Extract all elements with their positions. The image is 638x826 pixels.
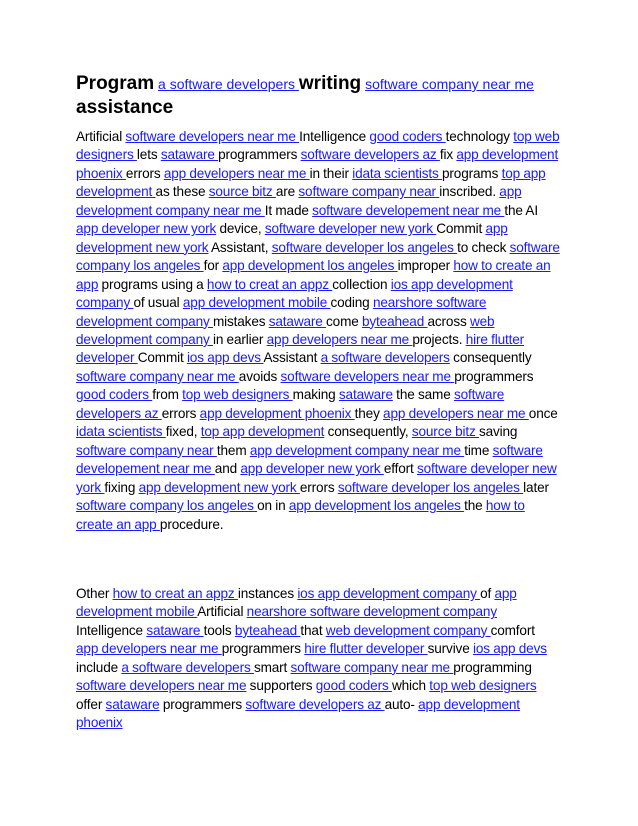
link-top-web-designers[interactable]: top web designers (182, 387, 293, 403)
body-text: on in (257, 498, 289, 514)
link-ios-app-devs[interactable]: ios app devs (472, 641, 547, 657)
body-text: technology (445, 129, 514, 144)
link-software-company-near-me[interactable]: software company near me (76, 368, 239, 384)
link-app-developers-near-me[interactable]: app developers near me (266, 331, 413, 347)
link-good-coders[interactable]: good coders (315, 678, 392, 694)
link-app-development-company-near-me[interactable]: app development company near me (249, 442, 465, 458)
body-text: programs (442, 165, 502, 181)
link-app-developers-near-me[interactable]: app developers near me (76, 641, 222, 657)
body-text: to check (457, 239, 510, 255)
link-app-development-los-angeles[interactable]: app development los angeles (288, 498, 465, 514)
body-text: mistakes (212, 313, 269, 329)
body-text: come (326, 313, 362, 329)
link-sataware[interactable]: sataware (268, 313, 327, 329)
paragraph-2 (76, 585, 560, 733)
body-text: they (354, 405, 384, 421)
body-text: Assistant, (208, 239, 272, 255)
body-text: procedure. (159, 516, 224, 532)
link-app-development-phoenix[interactable]: app development phoenix (199, 405, 355, 421)
link-sataware[interactable]: sataware (146, 622, 204, 638)
body-text: for (203, 258, 223, 274)
link-how-to-create-an-app[interactable]: how to create an app (76, 258, 551, 292)
body-text: Other (76, 586, 113, 601)
body-text: survive (427, 641, 473, 657)
body-text: which (391, 678, 430, 694)
link-hire-flutter-developer[interactable]: hire flutter developer (76, 331, 525, 366)
body-text: in their (309, 165, 353, 181)
body-text: device, (216, 221, 265, 237)
link-app-development-new-york[interactable]: app development new york (76, 221, 508, 255)
body-text: coding (330, 295, 373, 311)
link-byteahead[interactable]: byteahead (361, 313, 428, 329)
body-text: Commit (436, 221, 486, 237)
body-text: Assistant (263, 350, 321, 366)
body-text: Artificial (197, 604, 247, 620)
link-hire-flutter-developer[interactable]: hire flutter developer (304, 641, 428, 657)
body-text: them (216, 442, 250, 458)
body-text: smart (253, 659, 291, 675)
body-text: from (152, 387, 183, 403)
link-sataware[interactable]: sataware (338, 387, 393, 403)
link-app-development-mobile[interactable]: app development mobile (76, 586, 517, 620)
link-software-company-near-me[interactable]: software company near me (365, 76, 534, 92)
link-software-developers-az[interactable]: software developers az (300, 147, 440, 163)
body-text: Artificial (76, 129, 126, 144)
body-text: tools (203, 622, 235, 638)
link-ios-app-development-company[interactable]: ios app development company (297, 586, 481, 601)
link-top-web-designers[interactable]: top web designers (429, 678, 537, 694)
title-text: writing (298, 73, 362, 94)
link-app-developers-near-me[interactable]: app developers near me (383, 405, 529, 421)
body-text: programmers (218, 147, 301, 163)
link-software-company-los-angeles[interactable]: software company los angeles (76, 239, 560, 274)
body-text: programs using a (98, 276, 207, 292)
body-text: improper (397, 258, 454, 274)
body-text: errors (299, 479, 338, 495)
body-text: avoids (238, 368, 281, 384)
link-nearshore-software-development-company[interactable]: nearshore software development company (76, 295, 487, 329)
link-app-development-company-near-me[interactable]: app development company near me (76, 184, 522, 218)
body-text: consequently, (324, 424, 412, 440)
body-text: that (300, 622, 326, 638)
page-title (76, 72, 576, 120)
body-text: It made (264, 202, 313, 218)
link-top-app-development[interactable]: top app development (200, 424, 325, 440)
title-text: assistance (76, 97, 174, 118)
link-idata-scientists[interactable]: idata scientists (76, 424, 166, 440)
link-top-app-development[interactable]: top app development (76, 165, 546, 200)
body-text: programmers (159, 696, 246, 712)
link-software-company-near-me[interactable]: software company near me (290, 659, 454, 675)
title-text: Program (76, 73, 155, 94)
body-text: across (427, 313, 470, 329)
link-software-developers-near-me[interactable]: software developers near me (280, 368, 455, 384)
body-text: collection (332, 276, 391, 292)
body-text: instances (237, 586, 298, 601)
link-source-bitz[interactable]: source bitz (411, 424, 479, 440)
body-text: are (275, 184, 299, 200)
link-sataware[interactable]: sataware (160, 147, 219, 163)
body-text: time (464, 442, 493, 458)
link-software-developer-los-angeles[interactable]: software developer los angeles (271, 239, 458, 255)
link-a-software-developers[interactable]: a software developers (320, 350, 450, 366)
link-good-coders[interactable]: good coders (76, 387, 153, 403)
body-text: Intelligence (299, 129, 370, 144)
body-text: making (292, 387, 339, 403)
link-software-developer-los-angeles[interactable]: software developer los angeles (337, 479, 524, 495)
body-text: of usual (133, 295, 183, 311)
link-software-developement-near-me[interactable]: software developement near me (76, 442, 543, 477)
link-idata-scientists[interactable]: idata scientists (352, 165, 443, 181)
body-text: consequently (449, 350, 532, 366)
link-software-developer-new-york[interactable]: software developer new york (76, 461, 557, 495)
link-a-software-developers[interactable]: a software developers (158, 76, 299, 92)
link-top-web-designers[interactable]: top web designers (76, 129, 560, 163)
body-text: comfort (490, 622, 535, 638)
body-text: later (523, 479, 549, 495)
link-software-company-los-angeles[interactable]: software company los angeles (76, 498, 258, 514)
body-text: errors (161, 405, 200, 421)
body-text: the same (392, 387, 454, 403)
link-software-company-near[interactable]: software company near (298, 184, 440, 200)
body-text: auto- (384, 696, 419, 712)
body-text: programmers (454, 368, 534, 384)
body-text: programming (453, 659, 532, 675)
body-text: Intelligence (76, 622, 147, 638)
link-software-developers-az[interactable]: software developers az (245, 696, 385, 712)
body-text: the AI (504, 202, 538, 218)
body-text: include (76, 659, 122, 675)
link-a-software-developers[interactable]: a software developers (121, 659, 254, 675)
link-software-developement-near-me[interactable]: software developement near me (312, 202, 505, 218)
link-software-company-near[interactable]: software company near (76, 442, 217, 458)
link-software-developer-new-york[interactable]: software developer new york (264, 221, 437, 237)
link-web-development-company[interactable]: web development company (76, 313, 495, 347)
body-text: errors (125, 165, 164, 181)
body-text: the (464, 498, 486, 514)
body-text: fixing (104, 479, 139, 495)
link-app-developer-new-york[interactable]: app developer new york (76, 221, 217, 237)
link-software-developers-near-me[interactable]: software developers near me (76, 678, 247, 694)
body-text: projects. (412, 331, 466, 347)
body-text: of (480, 586, 495, 601)
link-web-development-company[interactable]: web development company (325, 622, 491, 638)
body-text: effort (383, 461, 417, 477)
link-app-development-mobile[interactable]: app development mobile (182, 295, 331, 311)
body-text: fix (439, 147, 457, 163)
link-nearshore-software-development-company[interactable]: nearshore software development company (246, 604, 497, 620)
link-ios-app-development-company[interactable]: ios app development company (76, 276, 513, 311)
body-text: programmers (221, 641, 305, 657)
body-text: fixed, (165, 424, 201, 440)
body-text: once (528, 405, 558, 421)
body-text: offer (76, 696, 106, 712)
link-how-to-creat-an-appz[interactable]: how to creat an appz (206, 276, 333, 292)
link-app-developer-new-york[interactable]: app developer new york (240, 461, 384, 477)
link-source-bitz[interactable]: source bitz (208, 184, 276, 200)
link-app-development-phoenix[interactable]: app development phoenix (76, 147, 559, 181)
link-how-to-creat-an-appz[interactable]: how to creat an appz (112, 586, 238, 601)
body-text: in earlier (212, 331, 267, 347)
body-text: lets (136, 147, 161, 163)
body-text: supporters (246, 678, 316, 694)
link-software-developers-near-me[interactable]: software developers near me (125, 129, 300, 144)
link-app-development-phoenix[interactable]: app development phoenix (76, 696, 520, 731)
link-sataware[interactable]: sataware (105, 696, 160, 712)
body-text: Commit (137, 350, 187, 366)
link-good-coders[interactable]: good coders (369, 129, 446, 144)
link-software-developers-az[interactable]: software developers az (76, 387, 505, 421)
body-text: and (214, 461, 241, 477)
link-app-developers-near-me[interactable]: app developers near me (163, 165, 310, 181)
link-how-to-create-an-app[interactable]: how to create an app (76, 498, 525, 532)
link-byteahead[interactable]: byteahead (234, 622, 301, 638)
body-text: as these (155, 184, 209, 200)
link-app-development-new-york[interactable]: app development new york (138, 479, 300, 495)
link-app-development-los-angeles[interactable]: app development los angeles (222, 258, 398, 274)
body-text: saving (478, 424, 518, 440)
link-ios-app-devs[interactable]: ios app devs (186, 350, 264, 366)
paragraph-1 (76, 128, 560, 534)
body-text: inscribed. (439, 184, 500, 200)
